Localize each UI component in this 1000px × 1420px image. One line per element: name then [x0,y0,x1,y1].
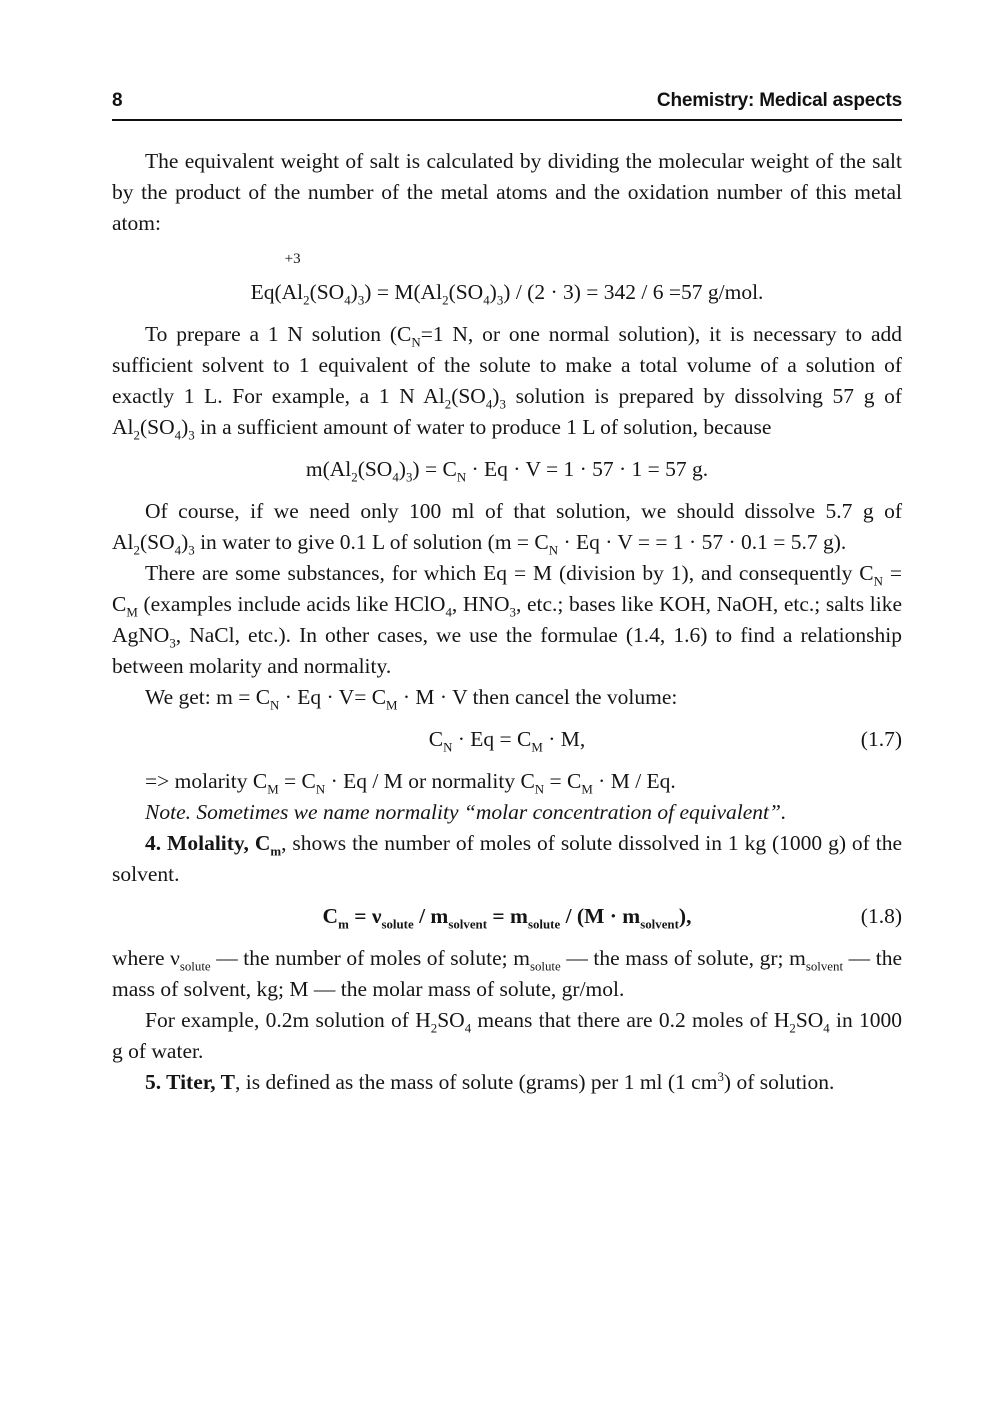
para-molality-example: For example, 0.2m solution of $H_2SO_4$ means that there are 0.2 moles of $H_2SO_4$ in 1000 g of water. [112,1008,903,1063]
equation-mass-1n: $m(Al_2(SO_4)_3) = C_N \cdot Eq \cdot V = 1 \cdot 57 \cdot 1 = 57$ g. [305,457,709,485]
equation-1-8: $C_m = \nu_{solute} / m_{solvent} = m_{solute} / (M \cdot m_{solvent})$, (1.8) [112,901,902,932]
running-title: Chemistry: Medical aspects [656,90,902,111]
para-where-definitions: where $\nu_{solute}$ — the number of moles of solute; $m_{solute}$ — the mass of solute, gr; $m_{solvent}$ — the mass of solvent, kg; M — the molar mass of solute, gr/mol. [112,946,902,1001]
para-titer-definition: 5. Titer, T, is defined as the mass of solute (grams) per 1 ml (1 $cm^3$) of solution. [145,1069,835,1094]
para-eq-equals-m-substances: There are some substances, for which Eq = M (division by 1), and consequently $C_N = C_M$ (examples include acids like HClO$_4$, $HNO_3$, etc.; bases like KOH, NaOH, etc.; salts like AgNO$_3$, NaCl, etc.). In other cases, we use the formulae (1.4, 1.6) to find a relationship between molarity and normality. [112,561,902,678]
para-equivalent-weight-intro: The equivalent weight of salt is calculated by dividing the molecular weight of the salt by the product of the number of the metal atoms and the oxidation number of this metal atom: [112,149,902,235]
equation-equivalent-weight: Eq( +3 $Al_2(SO_4)_3) = M(Al_2(SO_4)_3) / (2 \cdot 3) = 342 / 6 =57$ g/mol. [250,251,764,308]
para-molarity-normality-relation: => molarity $C_M = C_N \cdot Eq / M$ or normality $C_N = C_M \cdot M / Eq$. [145,769,676,797]
equation-number: (1.8) [860,904,902,928]
oxidation-state-label: +3 [284,251,301,267]
para-100ml-example: Of course, if we need only 100 ml of that solution, we should dissolve 5.7 g of $Al_2(SO_4)_3$ in water to give 0.1 L of solution ($m = C_N \cdot Eq \cdot V$ = = 1 · 57 · 0.1 = 5.7 g). [112,499,902,558]
para-molality-definition: 4. Molality, $C_m$, shows the number of moles of solute dissolved in 1 kg (1000 g) of the solvent. [112,831,903,886]
para-we-get: We get: $m = C_N \cdot Eq \cdot V= C_M \cdot M \cdot V$ then cancel the volume: [145,685,678,713]
header-rule [112,119,902,121]
page-header [112,90,902,112]
equation-number: (1.7) [860,727,902,751]
oxidation-annotated-symbol: +3 Al [281,251,304,304]
para-note: Note. Sometimes we name normality “molar concentration of equivalent”. [145,800,787,824]
page-number: 8 [112,90,123,111]
page-content [112,146,902,1098]
equation-1-7: $C_N \cdot Eq = C_M \cdot M$, (1.7) [112,724,902,755]
para-prepare-1n-solution: To prepare a 1 N solution ($C_N=1$ N, or one normal solution), it is necessary to add sufficient solvent to 1 equivalent of the solute to make a total volume of a solution of exactly 1 L. For example, a 1 N $Al_2(SO_4)_3$ solution is prepared by dissolving 57 g of $Al_2(SO_4)_3$ in a sufficient amount of water to produce 1 L of solution, because [112,322,903,443]
